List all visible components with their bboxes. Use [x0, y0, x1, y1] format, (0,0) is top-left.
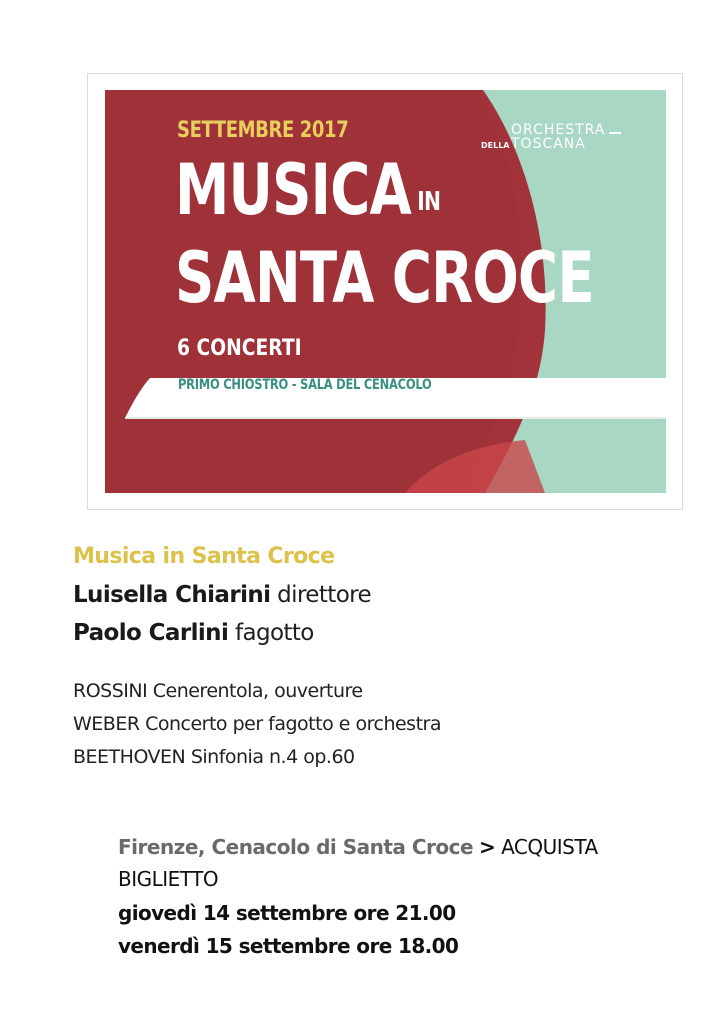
arrow-right-icon: > — [478, 835, 496, 859]
orchestra-logo-della: DELLA — [481, 141, 510, 150]
performer-soloist — [73, 620, 314, 646]
orchestra-logo-line2: TOSCANA — [511, 136, 586, 152]
orchestra-logo-line1: ORCHESTRA — [511, 122, 606, 138]
poster-month: SETTEMBRE 2017 — [177, 118, 349, 143]
poster-title-line2: SANTA CROCE — [175, 237, 594, 319]
program-item: BEETHOVEN Sinfonia n.4 op.60 — [73, 746, 355, 768]
venue-link[interactable]: Firenze, Cenacolo di Santa Croce — [118, 835, 474, 859]
performer-name: Luisella Chiarini — [73, 582, 271, 608]
ticket-info — [118, 831, 638, 895]
performer-role: direttore — [277, 582, 372, 608]
faint-header-strip — [88, 44, 278, 58]
performer-conductor — [73, 582, 371, 608]
performer-name: Paolo Carlini — [73, 620, 229, 646]
poster-title — [175, 149, 594, 319]
poster-concert-count: 6 CONCERTI — [177, 336, 302, 361]
performer-role: fagotto — [234, 620, 314, 646]
poster-title-in: IN — [417, 187, 441, 217]
performance-date: venerdì 15 settembre ore 18.00 — [118, 934, 459, 958]
poster-title-line1: MUSICA — [175, 149, 411, 231]
program-item: ROSSINI Cenerentola, ouverture — [73, 680, 363, 702]
event-title: Musica in Santa Croce — [73, 544, 335, 569]
program-item: WEBER Concerto per fagotto e orchestra — [73, 713, 441, 735]
poster-venue-band-text: PRIMO CHIOSTRO - SALA DEL CENACOLO — [178, 377, 432, 393]
buy-ticket-link[interactable]: ACQUISTA BIGLIETTO — [118, 835, 598, 891]
event-poster[interactable] — [105, 90, 666, 493]
performance-date: giovedì 14 settembre ore 21.00 — [118, 901, 456, 925]
